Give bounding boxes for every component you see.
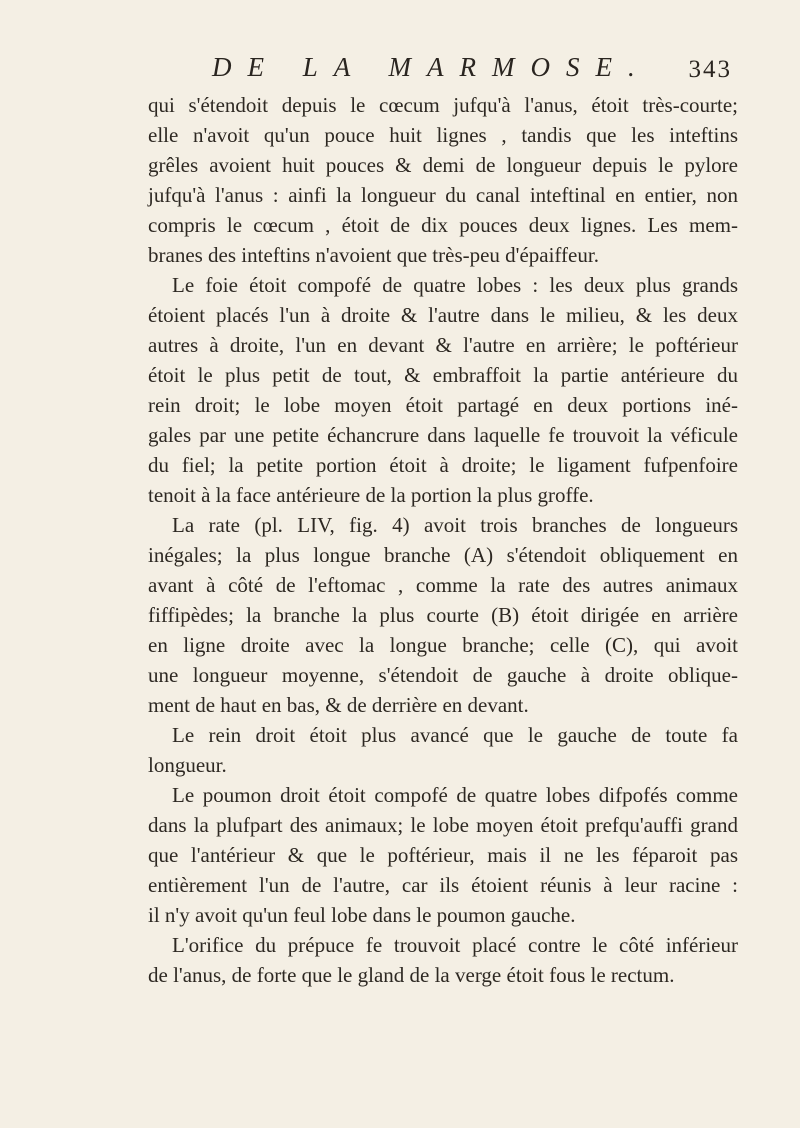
text-line: avant à côté de l'eftomac , comme la rate des autres animaux (148, 573, 738, 597)
text-line: étoit le plus petit de tout, & embraffoit la partie antérieure du (148, 363, 738, 387)
text-line: branes des inteftins n'avoient que très-peu d'épaiffeur. (148, 243, 599, 267)
text-line: en ligne droite avec la longue branche; celle (C), qui avoit (148, 633, 738, 657)
text-line: inégales; la plus longue branche (A) s'étendoit obliquement en (148, 543, 738, 567)
text-line: rein droit; le lobe moyen étoit partagé en deux portions iné- (148, 393, 738, 417)
text-line: gales par une petite échancrure dans laquelle fe trouvoit la véficule (148, 423, 738, 447)
running-title: DE LA MARMOSE. (212, 52, 651, 82)
text-line: entièrement l'un de l'autre, car ils étoient réunis à leur racine : (148, 873, 738, 897)
text-line: L'orifice du prépuce fe trouvoit placé contre le côté inférieur (172, 933, 738, 957)
text-line: Le foie étoit compofé de quatre lobes : les deux plus grands (172, 273, 738, 297)
text-line: tenoit à la face antérieure de la portion la plus groffe. (148, 483, 594, 507)
text-line: longueur. (148, 753, 227, 777)
text-line: une longueur moyenne, s'étendoit de gauche à droite oblique- (148, 663, 738, 687)
text-line: du fiel; la petite portion étoit à droite; le ligament fufpenfoire (148, 453, 738, 477)
text-line: fiffipèdes; la branche la plus courte (B) étoit dirigée en arrière (148, 603, 738, 627)
text-line: La rate (pl. LIV, fig. 4) avoit trois branches de longueurs (172, 513, 738, 537)
text-line: ment de haut en bas, & de derrière en devant. (148, 693, 529, 717)
text-line: qui s'étendoit depuis le cœcum jufqu'à l'anus, étoit très-courte; (148, 93, 738, 117)
page-number: 343 (688, 56, 732, 83)
text-line: de l'anus, de forte que le gland de la verge étoit fous le rectum. (148, 963, 675, 987)
text-line: grêles avoient huit pouces & demi de longueur depuis le pylore (148, 153, 738, 177)
text-line: autres à droite, l'un en devant & l'autre en arrière; le poftérieur (148, 333, 738, 357)
text-line: Le rein droit étoit plus avancé que le gauche de toute fa (172, 723, 738, 747)
text-line: jufqu'à l'anus : ainfi la longueur du canal inteftinal en entier, non (148, 183, 738, 207)
text-line: il n'y avoit qu'un feul lobe dans le poumon gauche. (148, 903, 576, 927)
text-line: compris le cœcum , étoit de dix pouces deux lignes. Les mem- (148, 213, 738, 237)
text-line: que l'antérieur & que le poftérieur, mais il ne les féparoit pas (148, 843, 738, 867)
running-head (212, 48, 732, 92)
body-text (148, 90, 738, 990)
text-line: dans la plufpart des animaux; le lobe moyen étoit prefqu'auffi grand (148, 813, 738, 837)
text-line: étoient placés l'un à droite & l'autre dans le milieu, & les deux (148, 303, 738, 327)
text-line: elle n'avoit qu'un pouce huit lignes , tandis que les inteftins (148, 123, 738, 147)
text-line: Le poumon droit étoit compofé de quatre lobes difpofés comme (172, 783, 738, 807)
